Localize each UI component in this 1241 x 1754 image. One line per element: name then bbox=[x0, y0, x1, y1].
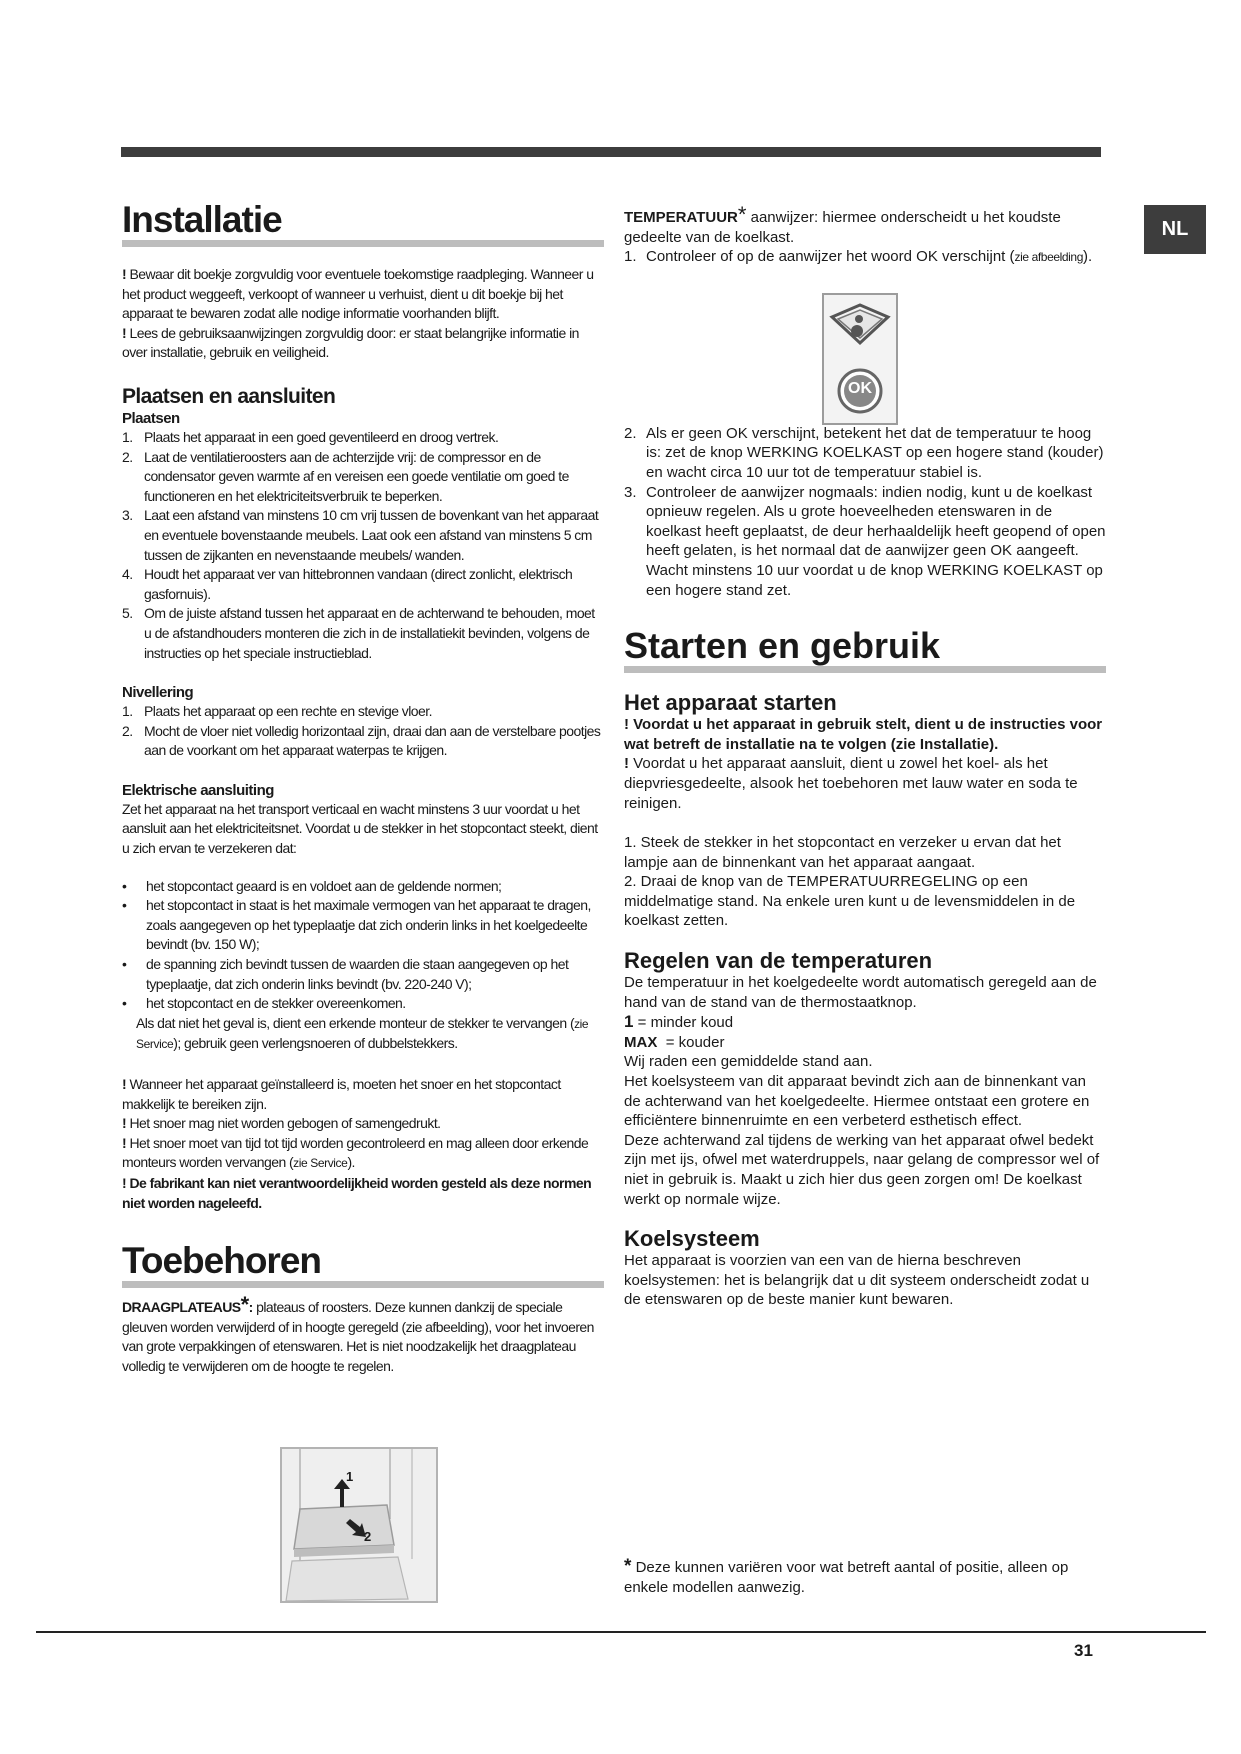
list-text: Controleer of op de aanwijzer het woord OK verschijnt ( bbox=[646, 248, 1015, 266]
koelsysteem-text: Het apparaat is voorzien van een van de hierna beschreven koelsystemen: het is belangrijk dat u dit systeem onderscheidt zodat u de etenswaren op de beste manier kunt bewaren. bbox=[624, 1252, 1090, 1309]
setting-value: = minder koud bbox=[637, 1014, 734, 1032]
list-number: 5. bbox=[122, 605, 133, 622]
warning-text: Het snoer moet van tijd tot tijd worden gecontroleerd en mag alleen door erkende monteurs worden vervangen ( bbox=[122, 1134, 589, 1171]
left-column bbox=[122, 200, 604, 1377]
bullet-item: • het stopcontact en de stekker overeenkomen. bbox=[122, 994, 604, 1014]
regelen-paragraph-2: Het koelsysteem van dit apparaat bevindt zich aan de binnenkant van de achterwand van het koelgedeelte. Hiermee ontstaat een grotere en efficiëntere binnenruimte en een verbeterd esthetisch effect. bbox=[624, 1073, 1090, 1130]
list-item bbox=[122, 702, 604, 722]
heading-plaatsen-aansluiten: Plaatsen en aansluiten bbox=[122, 384, 336, 408]
elektrisch-note bbox=[122, 1014, 604, 1055]
heading-installatie: Installatie bbox=[122, 200, 604, 247]
warning-text: Wanneer het apparaat geïnstalleerd is, moeten het snoer en het stopcontact makkelijk te bereiken zijn. bbox=[122, 1076, 561, 1112]
list-item bbox=[122, 506, 604, 565]
list-number: 1. bbox=[122, 428, 133, 445]
list-text: Plaats het apparaat op een rechte en stevige vloer. bbox=[144, 703, 432, 720]
footnote bbox=[624, 1557, 1104, 1597]
list-number: 2. bbox=[122, 722, 133, 739]
list-item bbox=[122, 448, 604, 507]
asterisk: * bbox=[240, 1292, 249, 1318]
asterisk: * bbox=[737, 202, 747, 227]
service-reference: zie Service bbox=[293, 1156, 348, 1171]
warning-mark: ! bbox=[122, 266, 127, 282]
bullet-item: • de spanning zich bevindt tussen de waarden die staan aangegeven op het typeplaatje, dat zich onderin links bevindt (bv. 220-240 V); bbox=[122, 955, 604, 994]
regelen-intro: De temperatuur in het koelgedeelte wordt automatisch geregeld aan de hand van de stand van de thermostaatknop. bbox=[624, 974, 1097, 1011]
list-item bbox=[122, 428, 604, 448]
temperatuur-label: TEMPERATUUR bbox=[624, 209, 738, 226]
list-text: Laat de ventilatieroosters aan de achterzijde vrij: de compressor en de condensator geven warmte af en vereisen een goede ventilatie om goed te functioneren en het elektriciteitsverbruik te beperken. bbox=[144, 448, 569, 504]
indicator-illustration bbox=[824, 295, 896, 423]
ok-indicator-label: OK bbox=[848, 380, 872, 397]
temperature-indicator-figure bbox=[822, 293, 898, 425]
language-tab: NL bbox=[1144, 205, 1206, 254]
heading-koelsysteem: Koelsysteem bbox=[624, 1226, 760, 1252]
intro-paragraph-2 bbox=[122, 324, 604, 363]
subheading-plaatsen: Plaatsen bbox=[122, 409, 180, 427]
bullet-item: • het stopcontact geaard is en voldoet aan de geldende normen; bbox=[122, 877, 604, 897]
bullet-item: • het stopcontact in staat is het maximale vermogen van het apparaat te dragen, zoals aangegeven op het typeplaatje dat zich onderin links in het koelgedeelte bevindt (bv. 150 W); bbox=[122, 896, 604, 955]
figure-label-1: 1 bbox=[346, 1469, 354, 1484]
list-number: 3. bbox=[122, 507, 133, 524]
temperatuur-paragraph bbox=[624, 202, 1106, 247]
warning-3 bbox=[122, 1134, 604, 1174]
warning-mark: ! bbox=[122, 1076, 127, 1092]
shelf-illustration bbox=[282, 1449, 436, 1601]
list-text: Houdt het apparaat ver van hittebronnen vandaan (direct zonlicht, elektrisch gasfornuis). bbox=[144, 566, 573, 602]
starten-bold-note: ! Voordat u het apparaat in gebruik stelt, dient u de instructies voor wat betreft de installatie na te volgen (zie Installatie). bbox=[624, 716, 1103, 753]
note-text: Als dat niet het geval is, dient een erkende monteur de stekker te vervangen ( bbox=[136, 1014, 575, 1031]
warning-2 bbox=[122, 1114, 604, 1134]
starten-step-2: 2. Draai de knop van de TEMPERATUURREGELING op een middelmatige stand. Na enkele uren kunt u de levensmiddelen in de koelkast zetten. bbox=[624, 873, 1076, 930]
note-text: Voordat u het apparaat aansluit, dient u zowel het koel- als het diepvriesgedeelte, alsook het toebehoren met lauw water en soda te reinigen. bbox=[624, 755, 1078, 812]
intro-text-2: Lees de gebruiksaanwijzingen zorgvuldig door: er staat belangrijke informatie in over installatie, gebruik en veiligheid. bbox=[122, 324, 579, 361]
warning-mark: ! bbox=[122, 324, 127, 341]
subheading-nivellering: Nivellering bbox=[122, 684, 194, 702]
draagplateaus-label: DRAAGPLATEAUS bbox=[122, 1299, 241, 1316]
warning-mark: ! bbox=[122, 1115, 127, 1132]
list-text: Controleer de aanwijzer nogmaals: indien nodig, kunt u de koelkast opnieuw regelen. Als u grote hoeveelheden etenswaren in de koelkast heeft geplaatst, de deur herhaaldelijk heeft geopend of open heeft gelaten, is het normaal dat de aanwijzer geen OK aangeeft. Wacht minstens 10 uur voordat u de knop WERKING KOELKAST op een hogere stand zet. bbox=[646, 483, 1106, 599]
list-number: 2. bbox=[624, 424, 637, 442]
warning-mark: ! bbox=[122, 1134, 127, 1151]
elektrisch-intro: Zet het apparaat na het transport verticaal en wacht minstens 3 uur voordat u het aansluit aan het elektriciteitsnet. Voordat u de stekker in het stopcontact steekt, dient u zich ervan te verzekeren dat: bbox=[122, 800, 598, 857]
list-item bbox=[624, 247, 1106, 268]
heading-apparaat-starten: Het apparaat starten bbox=[624, 690, 837, 716]
list-number: 3. bbox=[624, 483, 637, 501]
setting-value: = kouder bbox=[665, 1033, 725, 1051]
shelf-figure bbox=[280, 1447, 438, 1603]
warning-text-end: ). bbox=[347, 1154, 355, 1171]
setting-max-row bbox=[624, 1033, 1106, 1053]
warning-4: ! De fabrikant kan niet verantwoordelijkheid worden gesteld als deze normen niet worden nageleefd. bbox=[122, 1174, 592, 1211]
list-text: Laat een afstand van minstens 10 cm vrij tussen de bovenkant van het apparaat en eventuele bovenstaande meubels. Laat ook een afstand van minstens 5 cm tussen de zijkanten en nevenstaande meubels/ wanden. bbox=[144, 507, 599, 563]
list-number: 1. bbox=[122, 703, 133, 720]
heading-starten-gebruik: Starten en gebruik bbox=[624, 626, 1106, 673]
setting-key: 1 bbox=[624, 1012, 634, 1032]
intro-text-1: Bewaar dit boekje zorgvuldig voor eventuele toekomstige raadpleging. Wanneer u het product weggeeft, verkoopt of wanneer u verhuist, dient u dit boekje bij het apparaat te bewaren zodat alle nodige informatie voorhanden blijft. bbox=[122, 266, 594, 322]
toebehoren-text: plateaus of roosters. Deze kunnen dankzij de speciale gleuven worden verwijderd of in hoogte geregeld (zie afbeelding), voor het invoeren van grote verpakkingen of etenswaren. Het is niet noodzakelijk het draagplateau volledig te verwijderen om de hoogte te regelen. bbox=[122, 1299, 594, 1374]
list-text: Als er geen OK verschijnt, betekent het dat de temperatuur te hoog is: zet de knop WERKING KOELKAST op een hogere stand (kouder) en wacht circa 10 uur tot de temperatuur stabiel is. bbox=[646, 424, 1104, 481]
warning-mark: ! bbox=[624, 755, 629, 773]
setting-1-row bbox=[624, 1012, 1106, 1033]
elektrisch-bullets bbox=[122, 877, 604, 1014]
header-rule bbox=[121, 147, 1101, 157]
footer-rule bbox=[36, 1631, 1206, 1633]
temperatuur-text: aanwijzer: hiermee onderscheidt u het koudste gedeelte van de koelkast. bbox=[624, 209, 1061, 246]
list-number: 4. bbox=[122, 566, 133, 583]
starten-step-1: 1. Steek de stekker in het stopcontact en verzeker u ervan dat het lampje aan de binnenkant van het apparaat aangaat. bbox=[624, 834, 1061, 871]
list-number: 1. bbox=[624, 248, 637, 266]
list-item bbox=[624, 483, 1106, 601]
plaatsen-list bbox=[122, 428, 604, 663]
list-item bbox=[122, 565, 604, 604]
list-text: Plaats het apparaat in een goed geventileerd en droog vertrek. bbox=[144, 428, 499, 445]
heading-regelen-temperaturen: Regelen van de temperaturen bbox=[624, 948, 933, 974]
note-text-end: ); gebruik geen verlengsnoeren of dubbelstekkers. bbox=[173, 1035, 458, 1052]
list-item bbox=[122, 722, 604, 761]
starten-note-2 bbox=[624, 754, 1106, 813]
service-reference: zie Service bbox=[136, 1016, 589, 1052]
nivellering-list bbox=[122, 702, 604, 761]
list-text: Mocht de vloer niet volledig horizontaal zijn, draai dan aan de verstelbare pootjes aan de voorkant om het apparaat waterpas te krijgen. bbox=[144, 722, 601, 759]
list-item bbox=[122, 604, 604, 663]
list-text: Om de juiste afstand tussen het apparaat en de achterwand te behouden, moet u de afstandhouders monteren die zich in de installatiekit bevinden, volgens de instructies op het speciale instructieblad. bbox=[144, 605, 595, 661]
setting-key: MAX bbox=[624, 1033, 658, 1051]
figure-reference: zie afbeelding bbox=[1014, 250, 1083, 265]
list-number: 2. bbox=[122, 448, 133, 465]
temperatuur-list-1 bbox=[624, 247, 1106, 268]
list-text-end: ). bbox=[1082, 248, 1093, 266]
toebehoren-paragraph bbox=[122, 1292, 604, 1376]
heading-toebehoren: Toebehoren bbox=[122, 1241, 604, 1288]
page-number: 31 bbox=[1074, 1641, 1093, 1660]
regelen-paragraph-1: Wij raden een gemiddelde stand aan. bbox=[624, 1053, 873, 1071]
footnote-text: Deze kunnen variëren voor wat betreft aantal of positie, alleen op enkele modellen aanwezig. bbox=[624, 1559, 1069, 1596]
asterisk: * bbox=[624, 1556, 632, 1577]
list-item bbox=[624, 424, 1106, 483]
figure-label-2: 2 bbox=[364, 1529, 372, 1544]
regelen-paragraph-3: Deze achterwand zal tijdens de werking van het apparaat ofwel bedekt zijn met ijs, ofwel met waterdruppels, naar gelang de compressor wel of niet in gebruik is. Maakt u zich hier dus geen zorgen om! De koelkast werkt op normale wijze. bbox=[624, 1131, 1100, 1208]
warning-text: Het snoer mag niet worden gebogen of samengedrukt. bbox=[129, 1115, 441, 1132]
colon: : bbox=[248, 1299, 253, 1316]
temperatuur-list-2 bbox=[624, 424, 1106, 600]
warning-1 bbox=[122, 1075, 604, 1114]
intro-paragraph-1 bbox=[122, 265, 604, 324]
subheading-elektrische-aansluiting: Elektrische aansluiting bbox=[122, 781, 274, 799]
